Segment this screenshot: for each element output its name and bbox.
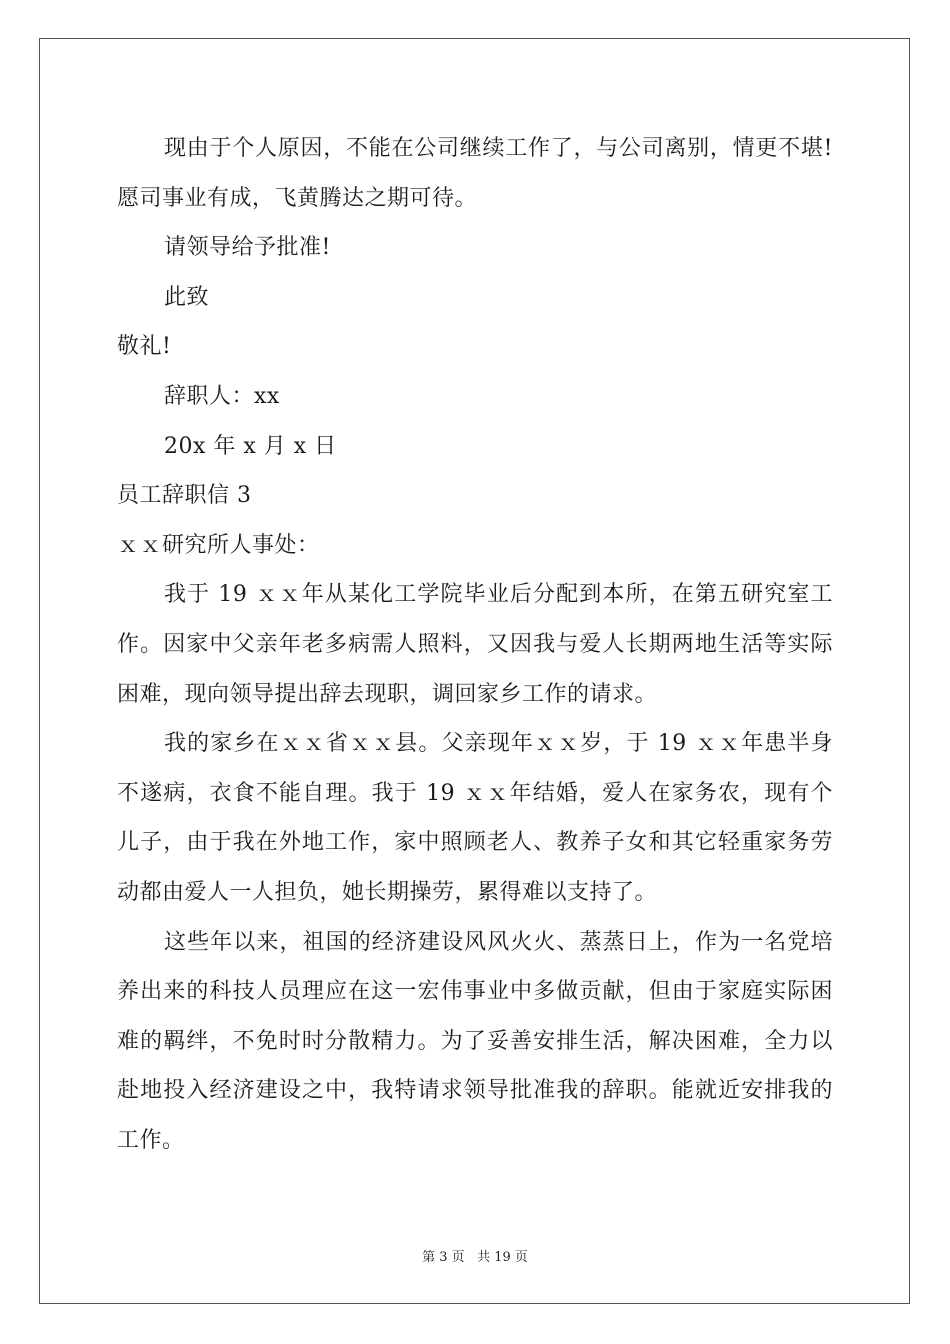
page-total: 共 19 页	[477, 1250, 528, 1265]
salutation-closing: 此致	[164, 284, 210, 310]
page-footer	[0, 1246, 950, 1265]
recipient-line: ｘｘ研究所人事处：	[117, 532, 320, 558]
page-number: 第 3 页	[422, 1250, 465, 1265]
paragraph: 我于 19 ｘｘ年从某化工学院毕业后分配到本所，在第五研究室工作。因家中父亲年老多病需人照料，又因我与爱人长期两地生活等实际困难，现向领导提出辞去现职，调回家乡工作的请求。	[117, 582, 833, 707]
salutation-respect: 敬礼!	[117, 334, 172, 360]
paragraph: 我的家乡在ｘｘ省ｘｘ县。父亲现年ｘｘ岁，于 19 ｘｘ年患半身不遂病，衣食不能自理。我于 19 ｘｘ年结婚，爱人在家务农，现有个儿子，由于我在外地工作，家中照顾老人、教养子女和其它轻重家务劳动都由爱人一人担负，她长期操劳，累得难以支持了。	[117, 731, 833, 905]
signature-line: 辞职人：xx	[164, 383, 280, 409]
paragraph: 请领导给予批准!	[164, 235, 331, 261]
document-body	[117, 124, 833, 1165]
paragraph: 现由于个人原因，不能在公司继续工作了，与公司离别，情更不堪!愿司事业有成，飞黄腾达之期可待。	[117, 136, 833, 211]
paragraph: 这些年以来，祖国的经济建设风风火火、蒸蒸日上，作为一名党培养出来的科技人员理应在这一宏伟事业中多做贡献，但由于家庭实际困难的羁绊，不免时时分散精力。为了妥善安排生活，解决困难，全力以赴地投入经济建设之中，我特请求领导批准我的辞职。能就近安排我的工作。	[117, 929, 833, 1153]
date-line: 20x 年 x 月 x 日	[164, 433, 337, 459]
section-title: 员工辞职信 3	[117, 483, 252, 509]
